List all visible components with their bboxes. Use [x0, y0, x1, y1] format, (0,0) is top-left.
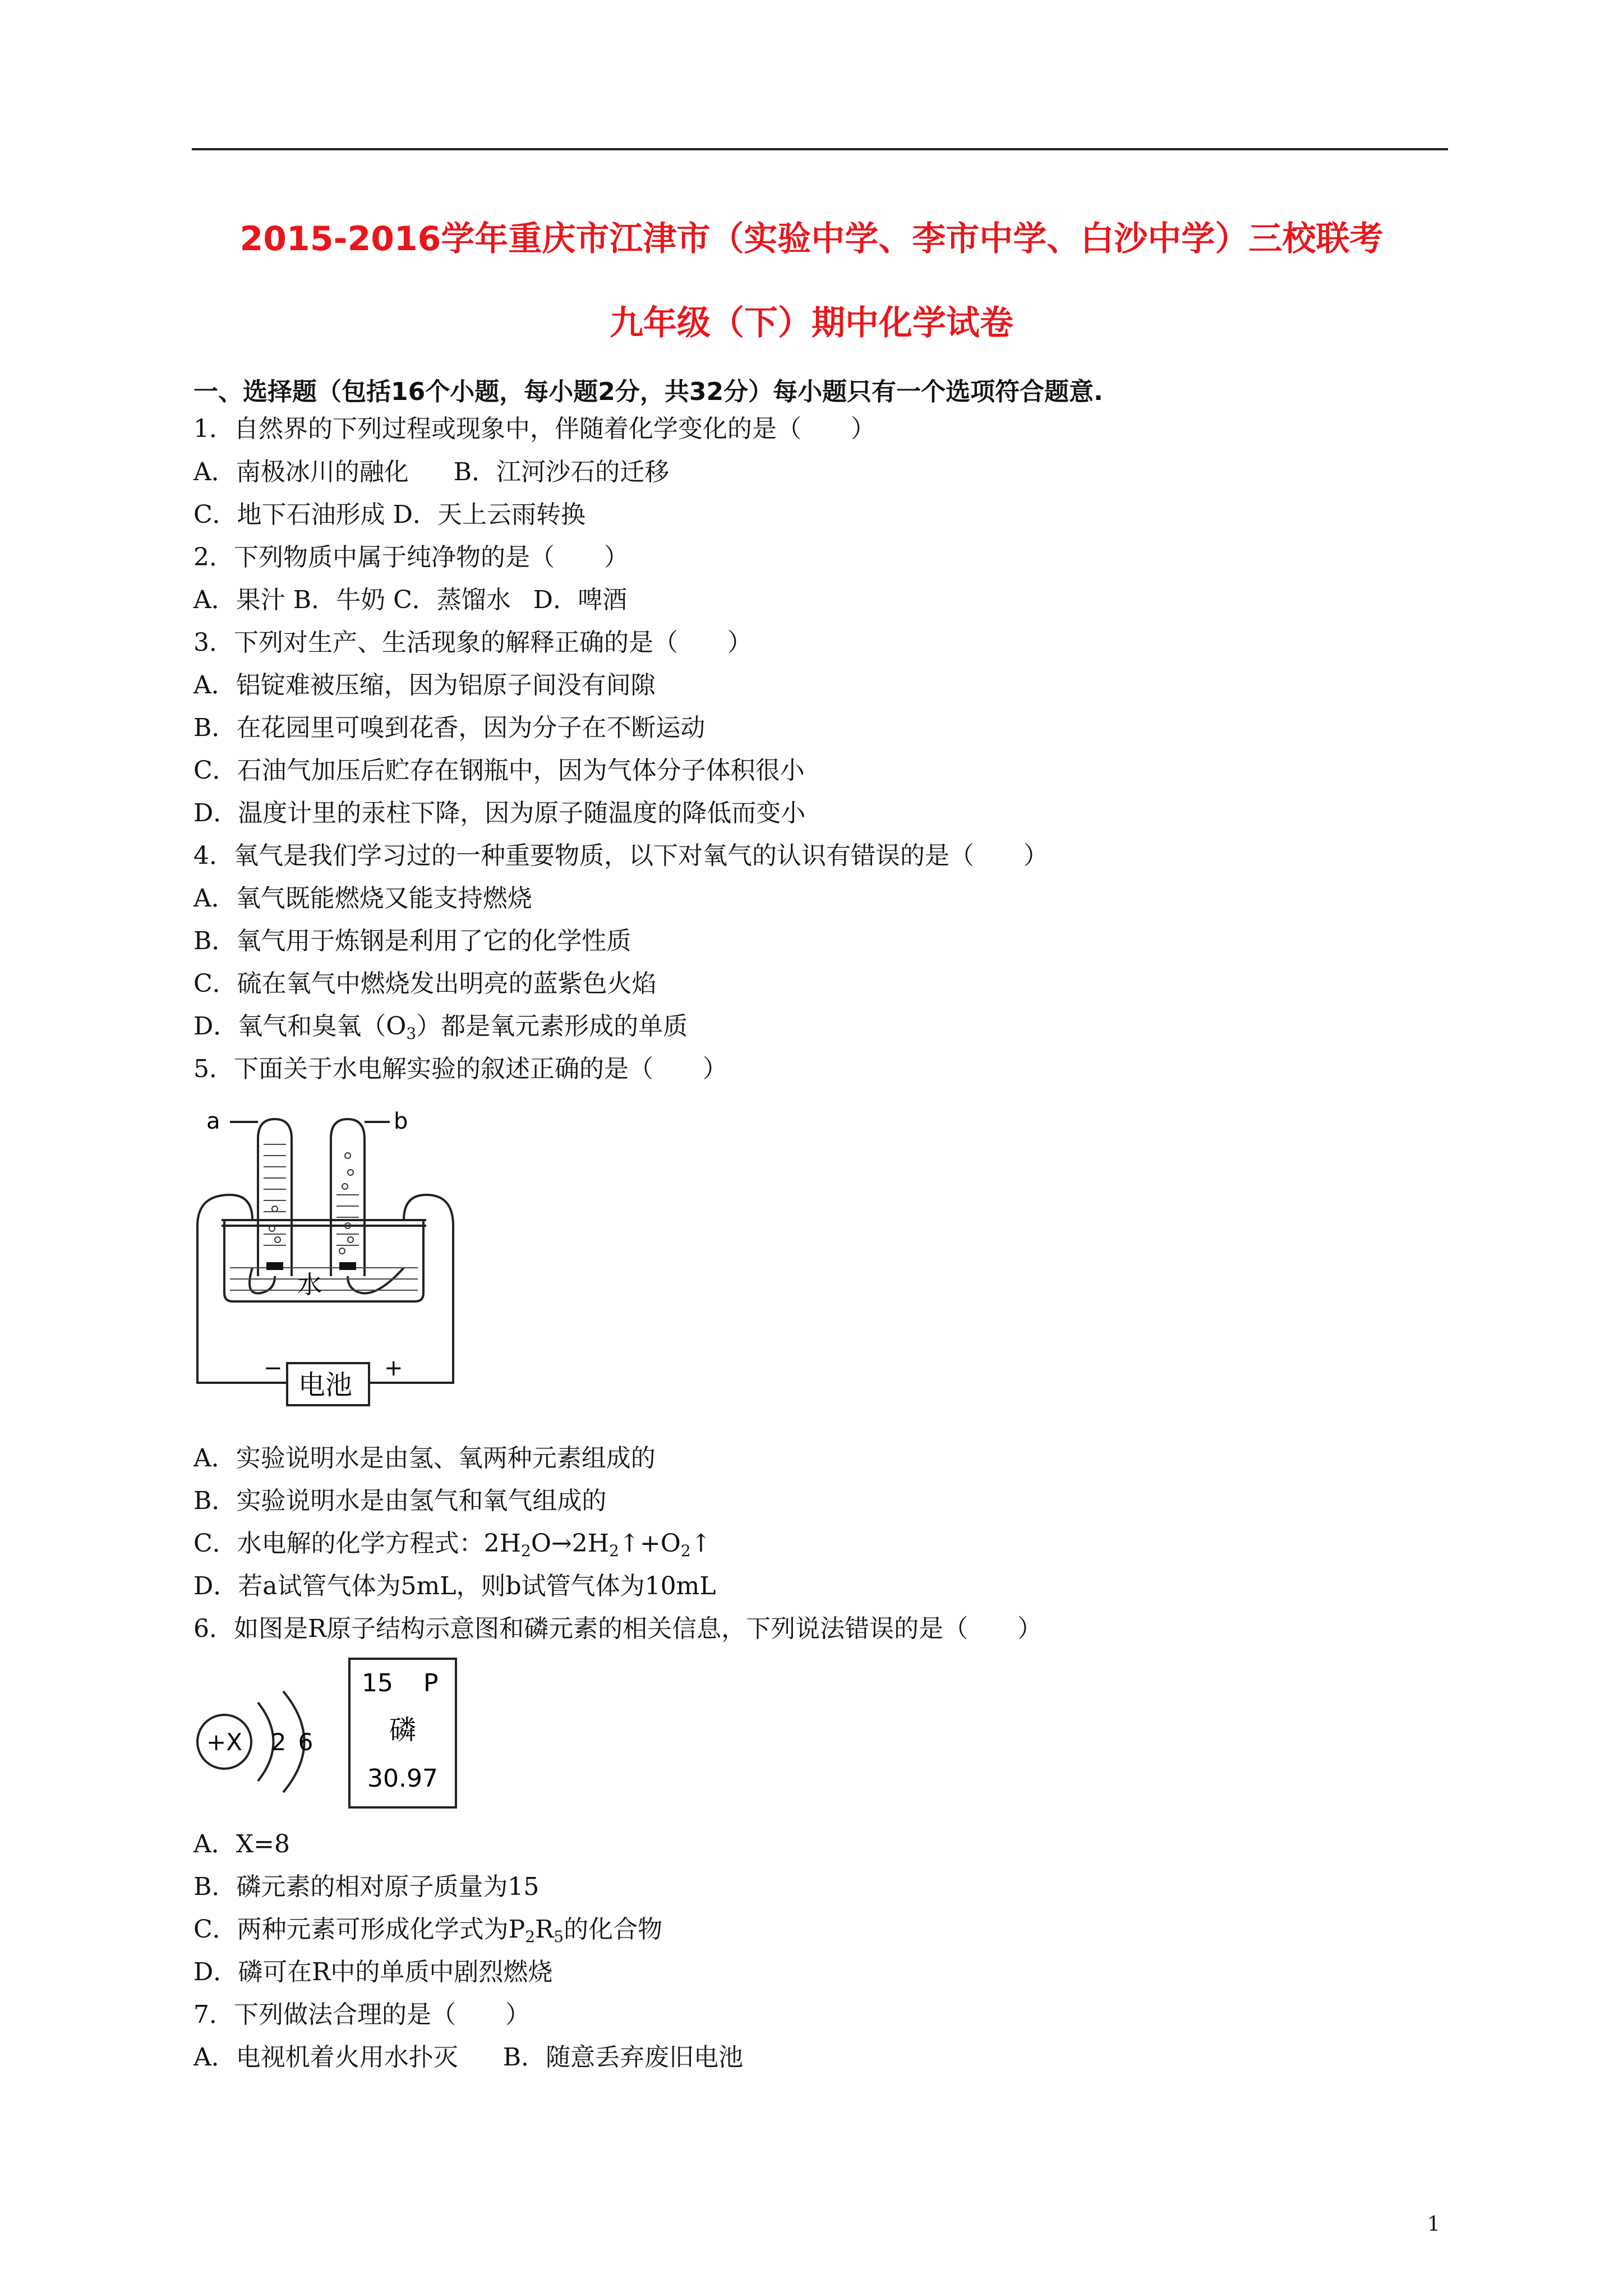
electrode-a	[266, 1262, 283, 1270]
q1-option-d: D．天上云雨转换	[393, 500, 585, 529]
q2-option-d: D．啤酒	[533, 586, 628, 614]
q6-option-a: A．X=8	[193, 1830, 290, 1858]
q5-c-text3: ↑+O	[619, 1529, 681, 1558]
q4-d-sub: 3	[406, 1024, 417, 1043]
q6-option-c	[193, 1913, 662, 1954]
q3-stem: 3．下列对生产、生活现象的解释正确的是（ ）	[193, 628, 752, 657]
plus-sign: +	[384, 1355, 403, 1381]
electrolysis-diagram	[191, 1099, 460, 1414]
shell2-electrons: 6	[298, 1728, 313, 1756]
left-wire	[197, 1195, 287, 1383]
q6-c-sub2: 5	[554, 1927, 564, 1946]
section-heading: 一、选择题（包括16个小题，每小题2分，共32分）每小题只有一个选项符合题意.	[193, 378, 1103, 406]
q5-c-text2: O→2H	[531, 1529, 610, 1558]
header-rule	[192, 148, 1448, 150]
q5-c-sub1: 2	[521, 1542, 531, 1560]
q2-options	[193, 583, 627, 617]
q1-option-a: A．南极冰川的融化	[193, 458, 409, 486]
q1-stem: 1．自然界的下列过程或现象中，伴随着化学变化的是（ ）	[193, 415, 875, 443]
q6-c-sub1: 2	[525, 1927, 536, 1946]
q3-option-b: B．在花园里可嗅到花香，因为分子在不断运动	[193, 714, 706, 742]
q4-d-text1: D．氧气和臭氧（O	[193, 1012, 407, 1041]
q4-d-text2: ）都是氧元素形成的单质	[416, 1012, 688, 1041]
q1-option-c: C．地下石油形成	[193, 500, 385, 529]
shell1-electrons: 2	[271, 1728, 287, 1756]
tube-b-label: b	[394, 1108, 408, 1134]
q6-c-text2: R	[535, 1915, 554, 1944]
q3-option-c: C．石油气加压后贮存在钢瓶中，因为气体分子体积很小	[193, 756, 805, 785]
element-name: 磷	[389, 1714, 417, 1746]
page-number: 1	[1427, 2213, 1440, 2236]
q7-options-ab	[193, 2041, 743, 2074]
minus-sign: −	[264, 1355, 283, 1381]
q2-option-a: A．果汁	[193, 586, 285, 614]
q5-option-b: B．实验说明水是由氢气和氧气组成的	[193, 1487, 607, 1515]
right-wire	[369, 1195, 453, 1383]
q7-stem: 7．下列做法合理的是（ ）	[193, 2000, 530, 2029]
element-symbol: P	[423, 1669, 439, 1697]
battery-label: 电池	[298, 1369, 353, 1401]
trough	[224, 1220, 423, 1301]
q4-option-a: A．氧气既能燃烧又能支持燃烧	[193, 884, 532, 913]
q7-option-b: B．随意丢弃废旧电池	[502, 2043, 744, 2072]
q4-option-c: C．硫在氧气中燃烧发出明亮的蓝紫色火焰	[193, 969, 657, 998]
q4-stem: 4．氧气是我们学习过的一种重要物质，以下对氧气的认识有错误的是（ ）	[193, 841, 1048, 870]
q6-c-text1: C．两种元素可形成化学式为P	[193, 1915, 525, 1944]
atomic-mass: 30.97	[367, 1764, 438, 1793]
nucleus-charge: +X	[206, 1728, 242, 1756]
q5-c-sub3: 2	[680, 1542, 691, 1560]
q5-c-text1: C．水电解的化学方程式：2H	[193, 1529, 522, 1558]
tube-a	[258, 1119, 292, 1276]
q6-option-d: D．磷可在R中的单质中剧烈燃烧	[193, 1958, 553, 1986]
q5-stem: 5．下面关于水电解实验的叙述正确的是（ ）	[193, 1055, 727, 1083]
q5-c-sub2: 2	[609, 1542, 619, 1560]
q4-option-b: B．氧气用于炼钢是利用了它的化学性质	[193, 927, 631, 955]
tube-b	[331, 1119, 365, 1276]
q5-option-a: A．实验说明水是由氢、氧两种元素组成的	[193, 1444, 656, 1473]
exam-title-line2: 九年级（下）期中化学试卷	[610, 303, 1013, 343]
electrode-b	[339, 1262, 356, 1270]
q5-option-c	[193, 1527, 712, 1568]
q2-option-b: B．牛奶	[293, 586, 386, 614]
q6-option-b: B．磷元素的相对原子质量为15	[193, 1872, 540, 1901]
q5-option-d: D．若a试管气体为5mL，则b试管气体为10mL	[193, 1572, 716, 1600]
tube-a-label: a	[206, 1108, 220, 1134]
atomic-number: 15	[362, 1669, 393, 1697]
q7-option-a: A．电视机着火用水扑灭	[193, 2043, 458, 2072]
q3-option-d: D．温度计里的汞柱下降，因为原子随温度的降低而变小	[193, 799, 806, 827]
q1-option-b: B．江河沙石的迁移	[453, 458, 670, 486]
q2-stem: 2．下列物质中属于纯净物的是（ ）	[193, 543, 629, 572]
q6-c-text3: 的化合物	[564, 1915, 663, 1944]
q5-c-text4: ↑	[690, 1529, 712, 1558]
exam-title-line1: 2015-2016学年重庆市江津市（实验中学、李市中学、白沙中学）三校联考	[239, 219, 1384, 259]
q6-stem: 6．如图是R原子结构示意图和磷元素的相关信息，下列说法错误的是（ ）	[193, 1614, 1043, 1643]
atom-and-element-diagram	[193, 1658, 485, 1815]
q3-option-a: A．铝锭难被压缩，因为铝原子间没有间隙	[193, 671, 656, 700]
q2-option-c: C．蒸馏水	[393, 586, 511, 614]
q4-option-d	[193, 1010, 688, 1051]
q1-options-ab	[193, 455, 669, 489]
q1-options-cd	[193, 498, 585, 532]
water-label: 水	[297, 1271, 322, 1299]
